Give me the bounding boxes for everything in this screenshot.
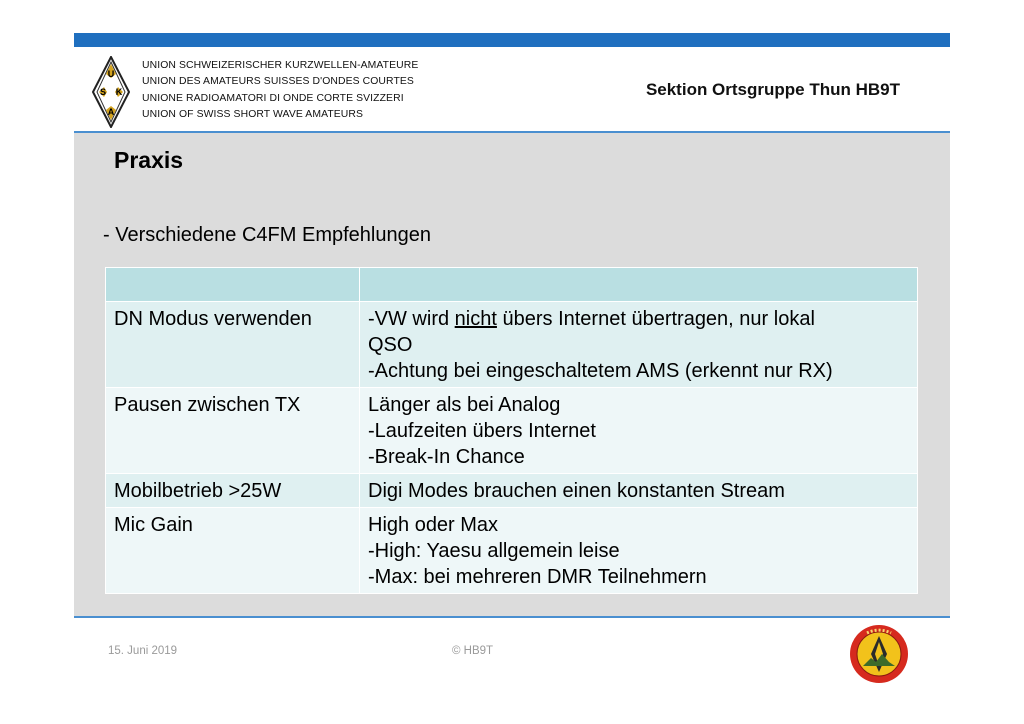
row-label: Mic Gain <box>106 508 360 594</box>
slide-title: Praxis <box>114 147 184 173</box>
org-line-fr: UNION DES AMATEURS SUISSES D'ONDES COURTES <box>142 76 414 88</box>
header-cell-1 <box>106 268 360 302</box>
table-header-row <box>106 268 918 302</box>
hb9t-section-badge <box>849 624 909 684</box>
description-line: -High: Yaesu allgemein leise <box>368 540 620 562</box>
row-description <box>360 302 918 388</box>
header-cell-2 <box>360 268 918 302</box>
section-title: Sektion Ortsgruppe Thun HB9T <box>645 80 900 99</box>
footer-copyright: © HB9T <box>452 645 494 657</box>
description-line: Länger als bei Analog <box>368 394 561 416</box>
table-row <box>106 474 918 508</box>
row-description <box>360 388 918 474</box>
description-line: -Break-In Chance <box>368 446 525 468</box>
table-row <box>106 388 918 474</box>
top-accent-bar <box>74 33 950 47</box>
row-description <box>360 474 918 508</box>
uska-logo <box>92 56 130 128</box>
description-line: -Achtung bei eingeschaltetem AMS (erkennt nur RX) <box>368 360 833 382</box>
org-line-en: UNION OF SWISS SHORT WAVE AMATEURS <box>142 108 364 120</box>
description-line: QSO <box>368 334 413 356</box>
logo-letter-k: K <box>115 87 123 97</box>
table-row <box>106 302 918 388</box>
row-label: Pausen zwischen TX <box>106 388 360 474</box>
logo-letter-a: A <box>107 107 115 117</box>
org-line-de: UNION SCHWEIZERISCHER KURZWELLEN-AMATEURE <box>142 60 419 71</box>
table-row <box>106 508 918 594</box>
description-line: Digi Modes brauchen einen konstanten Stream <box>368 480 785 502</box>
row-label: Mobilbetrieb >25W <box>106 474 360 508</box>
footer-divider <box>74 616 950 618</box>
slide-subtitle: - Verschiedene C4FM Empfehlungen <box>103 224 431 246</box>
logo-letter-s: S <box>99 87 107 97</box>
recommendations-table <box>105 267 918 594</box>
description-line: -Max: bei mehreren DMR Teilnehmern <box>368 566 707 588</box>
logo-letter-u: U <box>107 69 115 79</box>
description-line: -Laufzeiten übers Internet <box>368 420 596 442</box>
description-line: High oder Max <box>368 514 499 536</box>
row-description <box>360 508 918 594</box>
description-line: -VW wird nicht übers Internet übertragen, nur lokal <box>368 308 815 330</box>
org-line-it: UNIONE RADIOAMATORI DI ONDE CORTE SVIZZERI <box>142 92 404 104</box>
footer-date: 15. Juni 2019 <box>108 645 178 657</box>
emphasis-text: nicht <box>454 308 497 330</box>
row-label: DN Modus verwenden <box>106 302 360 388</box>
organization-names <box>142 58 418 123</box>
